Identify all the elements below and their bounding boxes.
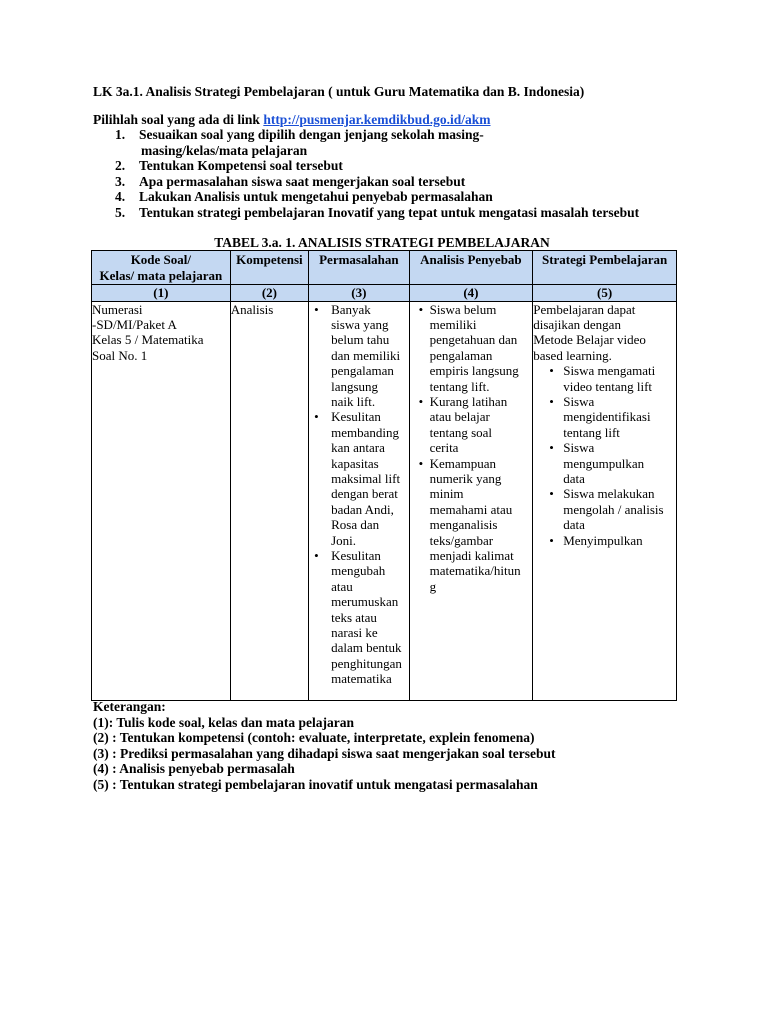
step-number: 1. [115,127,126,142]
table-header-row [92,251,677,285]
line: kapasitas [331,455,379,471]
line: mengidentifikasi [563,409,651,425]
list-item [410,394,533,456]
column-number: (4) [409,285,533,302]
line: Kemampuan [429,455,497,471]
line: video tentang lift [563,378,653,394]
step-number: 3. [115,173,126,189]
line: pengetahuan dan [429,332,518,348]
line: Metode Belajar video [533,332,646,348]
intro-prefix: Pilihlah soal yang ada di link [93,112,264,127]
line: membanding [331,424,399,440]
line: empiris langsung [429,363,519,379]
line: merumuskan [331,594,399,610]
cell-kode-soal [92,301,231,700]
line: g [429,578,437,594]
line: teks/gambar [429,532,494,548]
line: Joni. [331,532,357,548]
line: badan Andi, [331,501,394,517]
column-number: (5) [533,285,677,302]
line: menganalisis [429,517,498,533]
step-text: Apa permasalahan siswa saat mengerjakan soal tersebut [139,173,466,189]
line: numerik yang [429,470,502,486]
bullet-icon: • [418,393,424,409]
akm-link[interactable]: http://pusmenjar.kemdikbud.go.id/akm [263,112,491,127]
step-text: Tentukan strategi pembelajaran Inovatif yang tepat untuk mengatasi masalah tersebut [139,204,640,220]
kode-line: -SD/MI/Paket A [92,316,177,332]
note-item: (4) : Analisis penyebab permasalah [93,761,295,777]
step-number: 4. [115,189,126,204]
table-caption-text: TABEL 3.a. 1. ANALISIS STRATEGI PEMBELAJARAN [214,235,550,250]
list-item [533,440,676,486]
line: tentang lift [563,424,620,440]
step-text: Lakukan Analisis untuk mengetahui penyebab permasalahan [139,189,493,204]
line: matematika/hitun [429,563,521,579]
line: minim [429,486,464,502]
line: Siswa [563,393,595,409]
list-item [309,302,409,410]
line: mengubah [331,563,386,579]
step-item [93,158,693,174]
line: langsung [331,378,379,394]
line: Kurang latihan [429,393,508,409]
step-number: 5. [115,204,126,220]
cell-kompetensi [230,301,308,700]
cell-analisis-penyebab [409,301,533,700]
header-kode-line1: Kode Soal/ [130,252,192,267]
line: menjadi kalimat [429,548,514,563]
column-number: (3) [309,285,410,302]
note-item: (1): Tulis kode soal, kelas dan mata pelajaran [93,714,355,730]
bullet-icon: • [418,301,424,317]
line: based learning. [533,347,612,363]
kode-line: Soal No. 1 [92,347,148,363]
list-item [309,409,409,548]
line: tentang soal [429,424,493,440]
line: narasi ke [331,625,378,641]
line: mengolah / analisis [563,501,664,517]
line: dalam bentuk [331,640,402,656]
list-item [410,456,533,595]
line: Siswa melakukan [563,486,655,502]
line: maksimal lift [331,470,401,486]
column-number: (1) [92,285,231,302]
bullet-icon: • [549,393,554,409]
line: dengan berat [331,486,398,502]
list-item [533,486,676,532]
note-item: (5) : Tentukan strategi pembelajaran inovatif untuk mengatasi permasalahan [93,776,538,792]
line: pengalaman [429,347,493,363]
step-item [93,174,693,190]
line: Menyimpulkan [563,532,643,548]
note-item: (2) : Tentukan kompetensi (contoh: evaluate, interpretate, explein fenomena) [93,730,535,746]
bullet-icon: • [549,532,554,548]
line: tentang lift. [429,378,490,394]
header-strategi: Strategi Pembelajaran [533,251,677,285]
line: Siswa belum [429,301,497,317]
table-caption [0,235,768,251]
list-item [309,548,409,687]
line: Pembelajaran dapat [533,301,636,317]
table-row [92,301,677,700]
bullet-icon: • [314,409,319,425]
kode-line: Numerasi [92,301,143,317]
header-kode-soal [92,251,231,285]
step-text: Sesuaikan soal yang dipilih dengan jenjang sekolah masing- [139,127,484,142]
notes-heading: Keterangan: [93,699,166,714]
intro-line [93,112,491,128]
step-number: 2. [115,158,126,173]
bullet-icon: • [549,486,554,502]
strategi-intro [533,302,676,364]
line: atau [331,578,353,594]
line: pengalaman [331,363,394,379]
list-item [410,302,533,394]
notes-section [93,699,556,793]
header-analisis-penyebab: Analisis Penyebab [409,251,533,285]
line: Siswa mengamati [563,363,656,379]
line: penghitungan [331,655,402,671]
line: teks atau [331,609,377,625]
bullet-icon: • [314,548,319,563]
document-title: LK 3a.1. Analisis Strategi Pembelajaran ( untuk Guru Matematika dan B. Indonesia) [93,84,585,99]
instruction-steps [93,127,693,220]
list-item [533,394,676,440]
line: mengumpulkan [563,455,645,471]
step-text-continuation: masing/kelas/mata pelajaran [141,142,308,158]
bullet-icon: • [418,455,424,471]
header-kompetensi: Kompetensi [230,251,308,285]
line: memahami atau [429,501,513,517]
line: matematika [331,671,392,687]
bullet-icon: • [549,363,554,379]
step-item [93,189,693,205]
list-item [533,533,676,548]
list-item [533,363,676,394]
line: Banyak [331,301,371,317]
column-number: (2) [230,285,308,302]
line: memiliki [429,316,477,332]
line: naik lift. [331,393,376,409]
line: belum tahu [331,332,390,348]
line: cerita [429,440,459,456]
bullet-icon: • [549,440,554,456]
header-kode-line2: Kelas/ mata pelajaran [99,267,223,283]
line: Kesulitan [331,548,381,563]
table-number-row [92,285,677,302]
cell-permasalahan [309,301,410,700]
step-item [93,205,693,221]
kompetensi-value: Analisis [230,301,274,317]
line: dan memiliki [331,347,401,363]
step-item [93,127,693,158]
note-item: (3) : Prediksi permasalahan yang dihadapi siswa saat mengerjakan soal tersebut [93,745,556,761]
line: Siswa [563,440,595,456]
bullet-icon: • [314,301,319,317]
kode-line: Kelas 5 / Matematika [92,332,204,348]
step-text: Tentukan Kompetensi soal tersebut [139,158,343,173]
line: data [563,517,585,533]
analysis-table [91,250,677,701]
header-permasalahan: Permasalahan [309,251,410,285]
line: Kesulitan [331,409,381,425]
cell-strategi [533,301,677,700]
line: atau belajar [429,409,490,425]
strategi-list [533,363,676,548]
permasalahan-list [309,302,409,687]
line: disajikan dengan [533,316,621,332]
line: data [563,470,585,486]
line: kan antara [331,440,385,456]
penyebab-list [410,302,533,595]
line: siswa yang [331,316,389,332]
line: Rosa dan [331,517,380,533]
